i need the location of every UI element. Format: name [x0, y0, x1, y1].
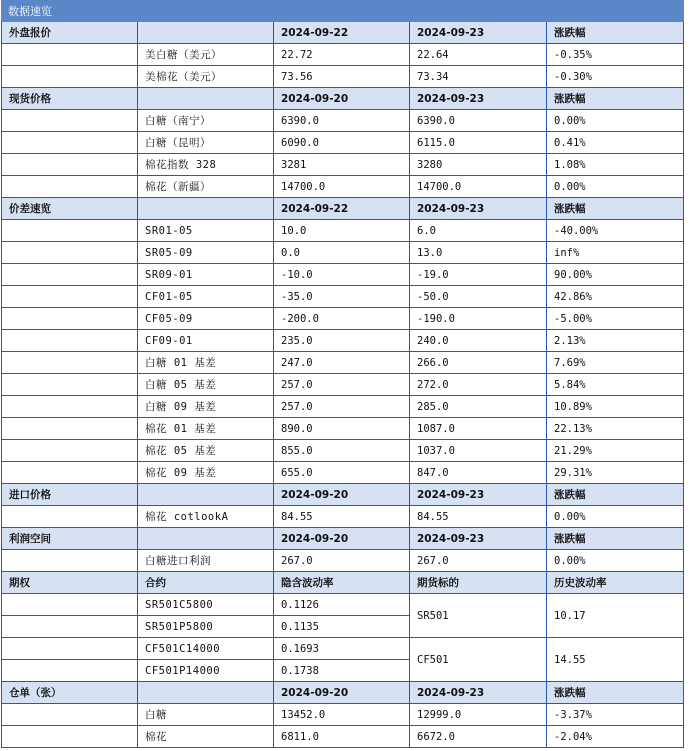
date-header: 2024-09-22: [274, 22, 410, 44]
table-row: SR501C5800 0.1126 SR501 10.17: [2, 594, 684, 616]
table-row: 白糖 01 基差 247.0 266.0 7.69%: [2, 352, 684, 374]
table-row: 白糖 13452.0 12999.0 -3.37%: [2, 704, 684, 726]
table-row: CF09-01 235.0 240.0 2.13%: [2, 330, 684, 352]
section-label: 期权: [2, 572, 138, 594]
table-row: 美棉花（美元） 73.56 73.34 -0.30%: [2, 66, 684, 88]
table-row: SR501P5800 0.1135: [2, 616, 684, 638]
table-title: 数据速览: [2, 1, 138, 22]
section-label: 价差速览: [2, 198, 138, 220]
section-header-receipts: [2, 682, 684, 704]
section-header-outer: [2, 22, 684, 44]
change-header: 涨跌幅: [547, 198, 684, 220]
hv-header: 历史波动率: [547, 572, 684, 594]
table-row: 美白糖（美元） 22.72 22.64 -0.35%: [2, 44, 684, 66]
table-row: SR05-09 0.0 13.0 inf%: [2, 242, 684, 264]
change-header: 涨跌幅: [547, 484, 684, 506]
iv-header: 隐含波动率: [274, 572, 410, 594]
contract-header: 合约: [138, 572, 274, 594]
date-header: 2024-09-23: [410, 682, 547, 704]
section-label: 利润空间: [2, 528, 138, 550]
section-header-profit: [2, 528, 684, 550]
table-row: 棉花 6811.0 6672.0 -2.04%: [2, 726, 684, 748]
date-header: 2024-09-23: [410, 528, 547, 550]
table-title-row: [2, 1, 684, 22]
table-row: 白糖 05 基差 257.0 272.0 5.84%: [2, 374, 684, 396]
table-row: CF05-09 -200.0 -190.0 -5.00%: [2, 308, 684, 330]
table-row: SR01-05 10.0 6.0 -40.00%: [2, 220, 684, 242]
table-row: 白糖（南宁） 6390.0 6390.0 0.00%: [2, 110, 684, 132]
table-row: 棉花指数 328 3281 3280 1.08%: [2, 154, 684, 176]
underlying-header: 期货标的: [410, 572, 547, 594]
date-header: 2024-09-23: [410, 484, 547, 506]
change-header: 涨跌幅: [547, 682, 684, 704]
table-row: 棉花 05 基差 855.0 1037.0 21.29%: [2, 440, 684, 462]
date-header: 2024-09-20: [274, 88, 410, 110]
date-header: 2024-09-20: [274, 484, 410, 506]
table-row: 白糖进口利润 267.0 267.0 0.00%: [2, 550, 684, 572]
change-header: 涨跌幅: [547, 22, 684, 44]
section-label: 进口价格: [2, 484, 138, 506]
section-header-spread: [2, 198, 684, 220]
table-row: CF501P14000 0.1738: [2, 660, 684, 682]
table-row: 白糖 09 基差 257.0 285.0 10.89%: [2, 396, 684, 418]
table-row: 白糖（昆明） 6090.0 6115.0 0.41%: [2, 132, 684, 154]
table-row: 棉花 09 基差 655.0 847.0 29.31%: [2, 462, 684, 484]
table-row: CF501C14000 0.1693 CF501 14.55: [2, 638, 684, 660]
date-header: 2024-09-20: [274, 682, 410, 704]
date-header: 2024-09-23: [410, 198, 547, 220]
change-header: 涨跌幅: [547, 528, 684, 550]
section-header-import: [2, 484, 684, 506]
date-header: 2024-09-22: [274, 198, 410, 220]
date-header: 2024-09-23: [410, 88, 547, 110]
section-header-options: [2, 572, 684, 594]
section-label: 外盘报价: [2, 22, 138, 44]
section-header-spot: [2, 88, 684, 110]
table-row: CF01-05 -35.0 -50.0 42.86%: [2, 286, 684, 308]
date-header: 2024-09-23: [410, 22, 547, 44]
date-header: 2024-09-20: [274, 528, 410, 550]
section-label: 现货价格: [2, 88, 138, 110]
table-row: 棉花 01 基差 890.0 1087.0 22.13%: [2, 418, 684, 440]
table-row: 棉花（新疆） 14700.0 14700.0 0.00%: [2, 176, 684, 198]
data-overview-table: [1, 0, 684, 748]
section-label: 仓单（张）: [2, 682, 138, 704]
table-row: 棉花 cotlookA 84.55 84.55 0.00%: [2, 506, 684, 528]
table-row: SR09-01 -10.0 -19.0 90.00%: [2, 264, 684, 286]
change-header: 涨跌幅: [547, 88, 684, 110]
